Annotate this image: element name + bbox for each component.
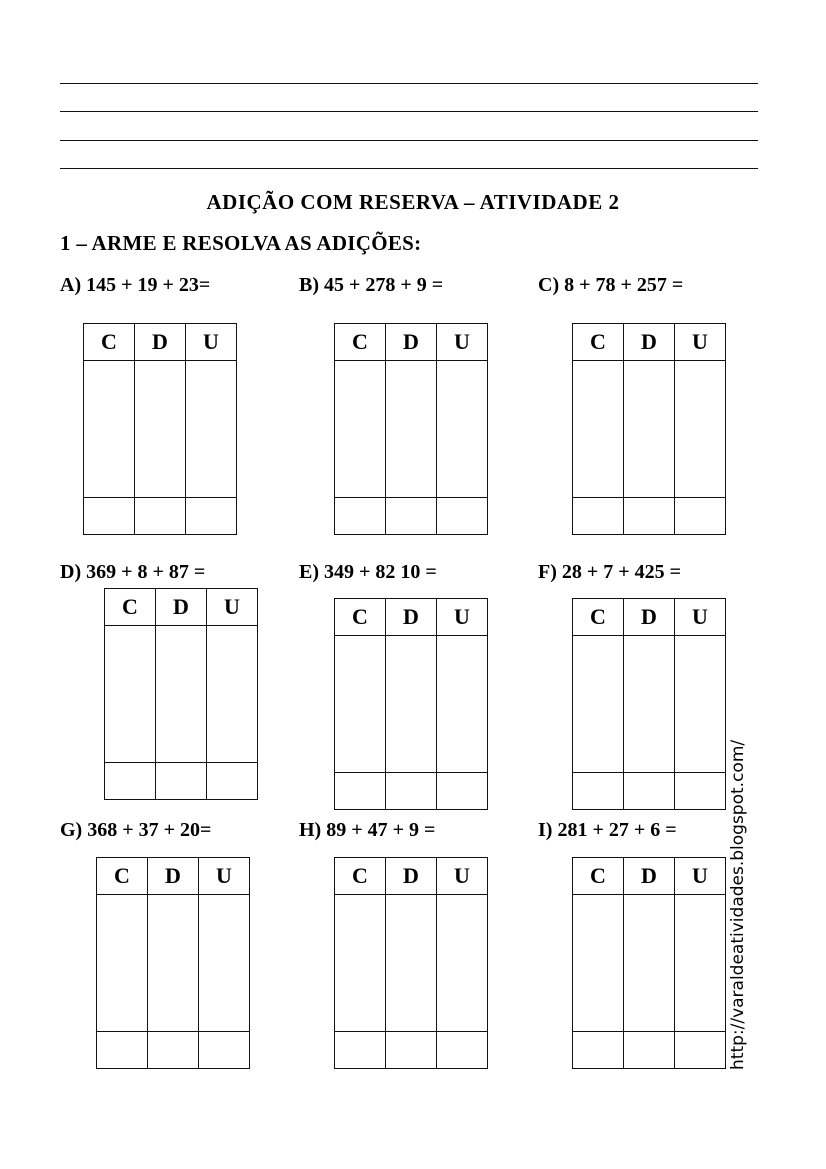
writing-line [60,168,758,169]
header-d: D [156,589,207,626]
header-u: U [437,858,488,895]
source-url[interactable]: http://varaldeatividades.blogspot.com/ [728,739,748,1070]
answer-cell[interactable] [437,636,488,773]
header-d: D [135,324,186,361]
header-c: C [573,858,624,895]
exercise-label: E) 349 + 82 10 = [299,561,437,583]
result-cell[interactable] [335,1032,386,1069]
result-cell[interactable] [148,1032,199,1069]
header-c: C [97,858,148,895]
writing-line [60,83,758,84]
cdu-table [334,323,488,535]
header-c: C [573,599,624,636]
cdu-table [104,588,258,800]
answer-cell[interactable] [624,636,675,773]
answer-cell[interactable] [335,895,386,1032]
answer-cell[interactable] [156,626,207,763]
result-cell[interactable] [135,498,186,535]
result-cell[interactable] [624,498,675,535]
header-d: D [624,324,675,361]
answer-cell[interactable] [186,361,237,498]
header-d: D [386,599,437,636]
writing-line [60,140,758,141]
result-cell[interactable] [335,773,386,810]
result-cell[interactable] [386,1032,437,1069]
answer-cell[interactable] [84,361,135,498]
header-u: U [199,858,250,895]
header-c: C [573,324,624,361]
result-cell[interactable] [156,763,207,800]
answer-cell[interactable] [386,636,437,773]
cdu-table [572,598,726,810]
result-cell[interactable] [675,498,726,535]
exercise-label: B) 45 + 278 + 9 = [299,274,444,296]
answer-cell[interactable] [207,626,258,763]
answer-cell[interactable] [573,636,624,773]
header-d: D [624,858,675,895]
header-d: D [148,858,199,895]
answer-cell[interactable] [675,636,726,773]
answer-cell[interactable] [573,895,624,1032]
answer-cell[interactable] [105,626,156,763]
answer-cell[interactable] [675,361,726,498]
answer-cell[interactable] [335,636,386,773]
answer-cell[interactable] [386,895,437,1032]
result-cell[interactable] [437,1032,488,1069]
header-c: C [335,324,386,361]
answer-cell[interactable] [437,361,488,498]
result-cell[interactable] [573,773,624,810]
answer-cell[interactable] [624,361,675,498]
exercise-label: G) 368 + 37 + 20= [60,819,212,841]
header-u: U [675,599,726,636]
answer-cell[interactable] [386,361,437,498]
answer-cell[interactable] [624,895,675,1032]
result-cell[interactable] [437,498,488,535]
exercise-label: F) 28 + 7 + 425 = [538,561,682,583]
result-cell[interactable] [573,498,624,535]
header-c: C [335,858,386,895]
result-cell[interactable] [437,773,488,810]
header-u: U [675,858,726,895]
result-cell[interactable] [573,1032,624,1069]
result-cell[interactable] [624,773,675,810]
result-cell[interactable] [675,1032,726,1069]
exercise-label: D) 369 + 8 + 87 = [60,561,206,583]
result-cell[interactable] [186,498,237,535]
cdu-table [334,598,488,810]
answer-cell[interactable] [675,895,726,1032]
header-u: U [675,324,726,361]
answer-cell[interactable] [148,895,199,1032]
header-u: U [186,324,237,361]
cdu-table [572,323,726,535]
answer-cell[interactable] [97,895,148,1032]
answer-cell[interactable] [573,361,624,498]
answer-cell[interactable] [135,361,186,498]
header-u: U [207,589,258,626]
header-u: U [437,599,488,636]
result-cell[interactable] [386,773,437,810]
page-title: ADIÇÃO COM RESERVA – ATIVIDADE 2 [206,190,620,214]
instruction: 1 – ARME E RESOLVA AS ADIÇÕES: [60,231,422,255]
result-cell[interactable] [335,498,386,535]
writing-line [60,111,758,112]
header-d: D [624,599,675,636]
cdu-table [83,323,237,535]
cdu-table [334,857,488,1069]
result-cell[interactable] [624,1032,675,1069]
result-cell[interactable] [84,498,135,535]
cdu-table [572,857,726,1069]
header-u: U [437,324,488,361]
result-cell[interactable] [97,1032,148,1069]
answer-cell[interactable] [335,361,386,498]
header-c: C [105,589,156,626]
header-c: C [335,599,386,636]
answer-cell[interactable] [199,895,250,1032]
result-cell[interactable] [199,1032,250,1069]
exercise-label: H) 89 + 47 + 9 = [299,819,436,841]
exercise-label: C) 8 + 78 + 257 = [538,274,684,296]
result-cell[interactable] [386,498,437,535]
header-c: C [84,324,135,361]
answer-cell[interactable] [437,895,488,1032]
exercise-label: A) 145 + 19 + 23= [60,274,211,296]
header-d: D [386,858,437,895]
result-cell[interactable] [207,763,258,800]
result-cell[interactable] [675,773,726,810]
header-d: D [386,324,437,361]
result-cell[interactable] [105,763,156,800]
exercise-label: I) 281 + 27 + 6 = [538,819,677,841]
cdu-table [96,857,250,1069]
